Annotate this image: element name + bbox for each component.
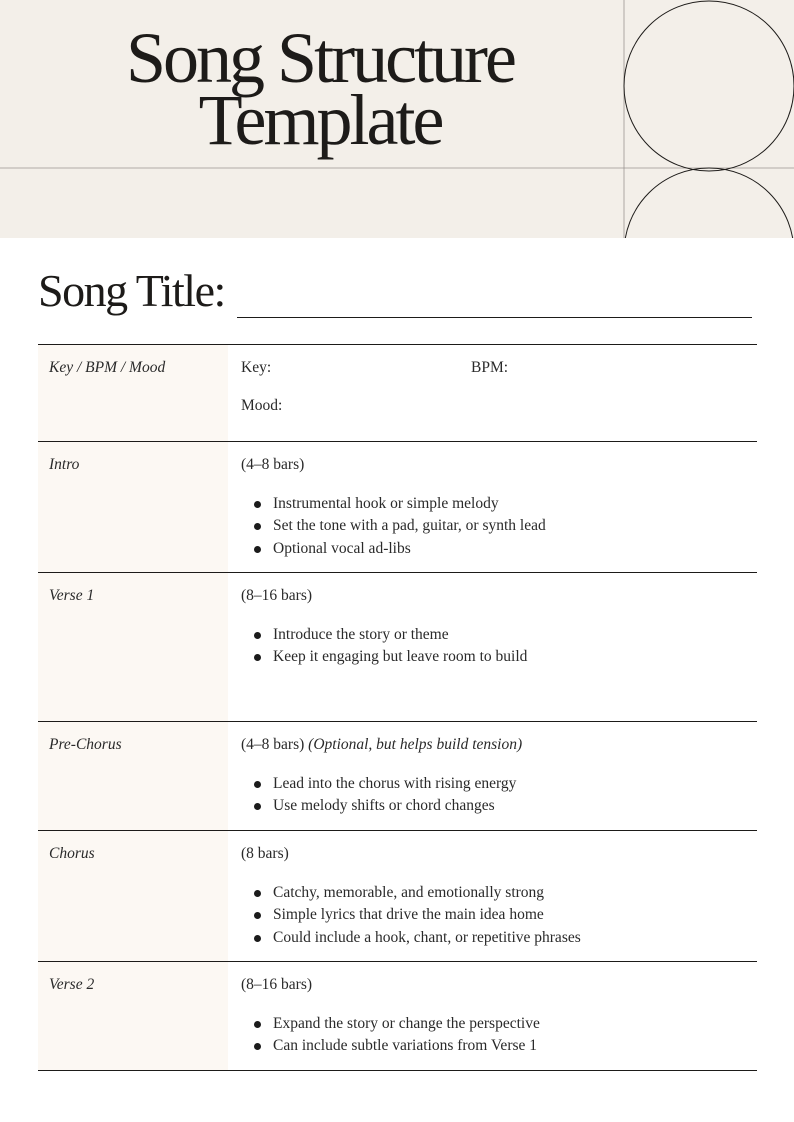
row-label: Pre-Chorus bbox=[38, 722, 228, 830]
table-row-pre-chorus bbox=[38, 721, 757, 830]
list-item: Optional vocal ad-libs bbox=[241, 538, 757, 561]
mood-field[interactable]: Mood: bbox=[241, 396, 283, 414]
list-item: Lead into the chorus with rising energy bbox=[241, 773, 757, 796]
page-title-line-2: Template bbox=[198, 80, 442, 160]
table-row-verse-1 bbox=[38, 572, 757, 721]
deco-circle-bottom bbox=[624, 168, 794, 238]
list-item: Instrumental hook or simple melody bbox=[241, 493, 757, 516]
bar-count-note: (Optional, but helps build tension) bbox=[308, 736, 523, 753]
bar-count-value: (4–8 bars) bbox=[241, 736, 305, 753]
table-row-intro bbox=[38, 441, 757, 572]
list-item: Simple lyrics that drive the main idea home bbox=[241, 904, 757, 927]
list-item: Can include subtle variations from Verse 1 bbox=[241, 1035, 757, 1058]
bullet-list bbox=[241, 882, 757, 950]
song-structure-table bbox=[38, 344, 757, 1071]
row-content bbox=[228, 962, 757, 1070]
table-row-key-bpm-mood bbox=[38, 344, 757, 441]
decorative-circles-graphic bbox=[0, 0, 794, 238]
list-item: Catchy, memorable, and emotionally strong bbox=[241, 882, 757, 905]
list-item: Introduce the story or theme bbox=[241, 624, 757, 647]
list-item: Expand the story or change the perspective bbox=[241, 1013, 757, 1036]
bullet-list bbox=[241, 624, 757, 669]
table-row-verse-2 bbox=[38, 961, 757, 1071]
row-label: Verse 1 bbox=[38, 573, 228, 721]
row-label: Verse 2 bbox=[38, 962, 228, 1070]
bar-count: (4–8 bars) bbox=[241, 456, 305, 473]
row-label: Key / BPM / Mood bbox=[38, 345, 228, 441]
row-content bbox=[228, 831, 757, 961]
bar-count: (8–16 bars) bbox=[241, 587, 313, 604]
row-label: Chorus bbox=[38, 831, 228, 961]
list-item: Set the tone with a pad, guitar, or synth lead bbox=[241, 515, 757, 538]
bar-count: (8 bars) bbox=[241, 845, 289, 862]
table-row-chorus bbox=[38, 830, 757, 961]
list-item: Keep it engaging but leave room to build bbox=[241, 646, 757, 669]
header-banner bbox=[0, 0, 794, 238]
list-item: Use melody shifts or chord changes bbox=[241, 795, 757, 818]
list-item: Could include a hook, chant, or repetitive phrases bbox=[241, 927, 757, 950]
key-field[interactable]: Key: bbox=[241, 359, 272, 376]
bar-count bbox=[241, 736, 757, 755]
bullet-list bbox=[241, 773, 757, 818]
row-content bbox=[228, 573, 757, 721]
row-content bbox=[228, 722, 757, 830]
song-title-input-line[interactable] bbox=[237, 317, 752, 318]
deco-circle-top bbox=[624, 1, 794, 171]
row-label: Intro bbox=[38, 442, 228, 572]
bullet-list bbox=[241, 493, 757, 561]
bpm-field[interactable]: BPM: bbox=[471, 359, 509, 376]
bar-count: (8–16 bars) bbox=[241, 976, 313, 993]
bullet-list bbox=[241, 1013, 757, 1058]
row-content bbox=[228, 442, 757, 572]
row-content bbox=[228, 345, 757, 441]
song-title-label: Song Title: bbox=[38, 265, 225, 316]
page-title-line-1: Song Structure bbox=[126, 18, 514, 98]
